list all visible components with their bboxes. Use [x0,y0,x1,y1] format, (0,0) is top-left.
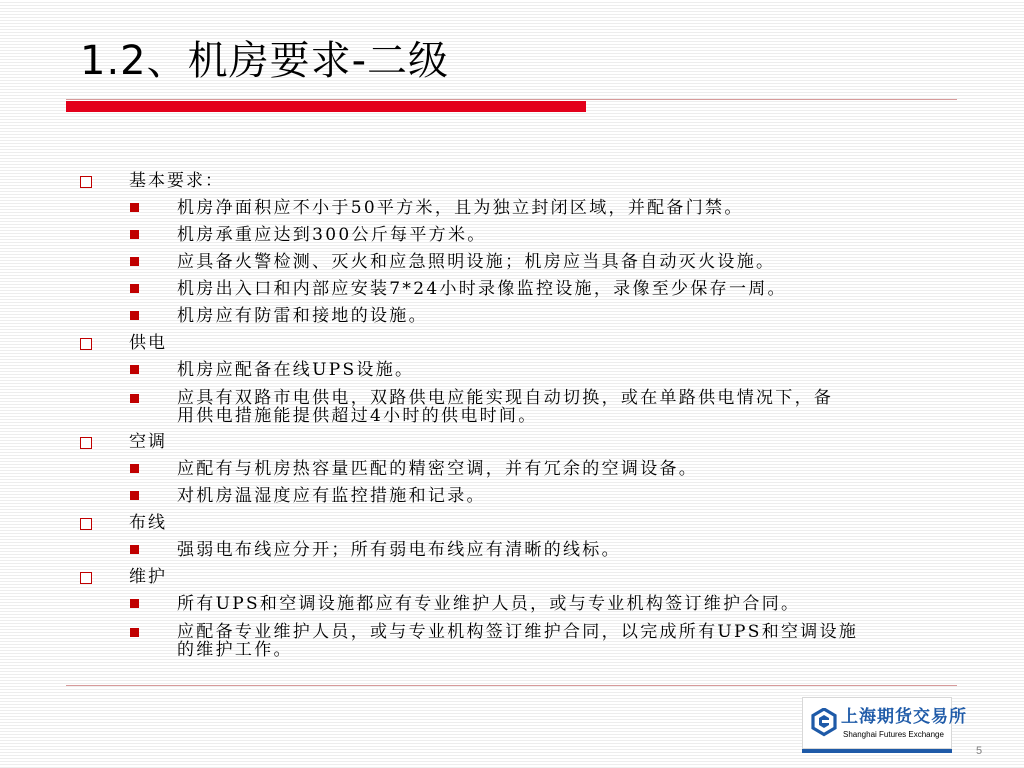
list-item [80,249,970,276]
list-item [80,591,970,618]
section-heading [80,510,970,537]
section-heading-text: 空调 [129,432,167,452]
filled-square-icon [130,230,139,239]
list-item-text [177,537,621,564]
list-item [80,276,970,303]
list-item-line: 应具备火警检测、灭火和应急照明设施；机房应当具备自动灭火设施。 [177,252,776,272]
list-item-text [177,357,414,384]
list-item [80,537,970,564]
filled-square-icon [130,599,139,608]
hollow-square-icon [80,176,92,188]
list-item [80,195,970,222]
section-heading [80,564,970,591]
list-item-line: 强弱电布线应分开；所有弱电布线应有清晰的线标。 [177,540,621,560]
logo-english-name: Shanghai Futures Exchange [843,730,944,739]
list-item [80,222,970,249]
list-item-line: 机房应有防雷和接地的设施。 [177,306,428,326]
list-item [80,303,970,330]
list-item [80,357,970,384]
hollow-square-icon [80,518,92,530]
bullet-list [80,168,970,663]
hollow-square-icon [80,338,92,350]
footer-divider-line [66,685,957,686]
list-item-line: 应配有与机房热容量匹配的精密空调，并有冗余的空调设备。 [177,459,699,479]
section-heading [80,168,970,195]
list-item [80,483,970,510]
list-item-text [177,483,486,510]
list-item-text [177,195,744,222]
list-item [80,384,970,429]
list-item-line: 应配备专业维护人员，或与专业机构签订维护合同，以完成所有UPS和空调设施 [177,622,859,642]
list-item-line: 机房应配备在线UPS设施。 [177,360,415,380]
filled-square-icon [130,545,139,554]
list-item-line: 用供电措施能提供超过4小时的供电时间。 [177,406,538,426]
hollow-square-icon [80,572,92,584]
filled-square-icon [130,203,139,212]
filled-square-icon [130,311,139,320]
filled-square-icon [130,628,139,637]
list-item-text [177,591,800,618]
sfe-logo-icon [811,708,837,738]
filled-square-icon [130,394,139,403]
filled-square-icon [130,365,139,374]
title-divider-line [66,99,957,100]
list-item-line: 应具有双路市电供电，双路供电应能实现自动切换，或在单路供电情况下，备 [177,388,834,408]
list-item-line: 机房净面积应不小于50平方米，且为独立封闭区域，并配备门禁。 [177,198,744,218]
section-heading-text: 维护 [129,567,167,587]
list-item-line: 机房出入口和内部应安装7*24小时录像监控设施，录像至少保存一周。 [177,279,787,299]
list-item-text [177,623,858,659]
section-heading-text: 供电 [129,333,167,353]
list-item-line: 机房承重应达到300公斤每平方米。 [177,225,487,245]
page-number: 5 [976,745,983,757]
slide-title: 1.2、机房要求-二级 [80,38,450,84]
filled-square-icon [130,284,139,293]
list-item-text [177,303,428,330]
filled-square-icon [130,491,139,500]
list-item-text [177,222,487,249]
list-item-line: 对机房温湿度应有监控措施和记录。 [177,486,486,506]
filled-square-icon [130,257,139,266]
section-heading [80,330,970,357]
title-accent-bar [66,101,586,112]
section-heading-text: 基本要求： [129,171,224,191]
exchange-logo [802,697,967,749]
list-item [80,618,970,663]
list-item-text [177,389,833,425]
filled-square-icon [130,464,139,473]
hollow-square-icon [80,437,92,449]
list-item-text [177,276,787,303]
list-item-line: 所有UPS和空调设施都应有专业维护人员，或与专业机构签订维护合同。 [177,594,801,614]
list-item-text [177,249,775,276]
logo-chinese-name: 上海期货交易所 [841,707,967,727]
list-item-line: 的维护工作。 [177,640,293,660]
list-item [80,456,970,483]
list-item-text [177,456,698,483]
logo-underline [802,749,952,753]
section-heading-text: 布线 [129,513,167,533]
section-heading [80,429,970,456]
